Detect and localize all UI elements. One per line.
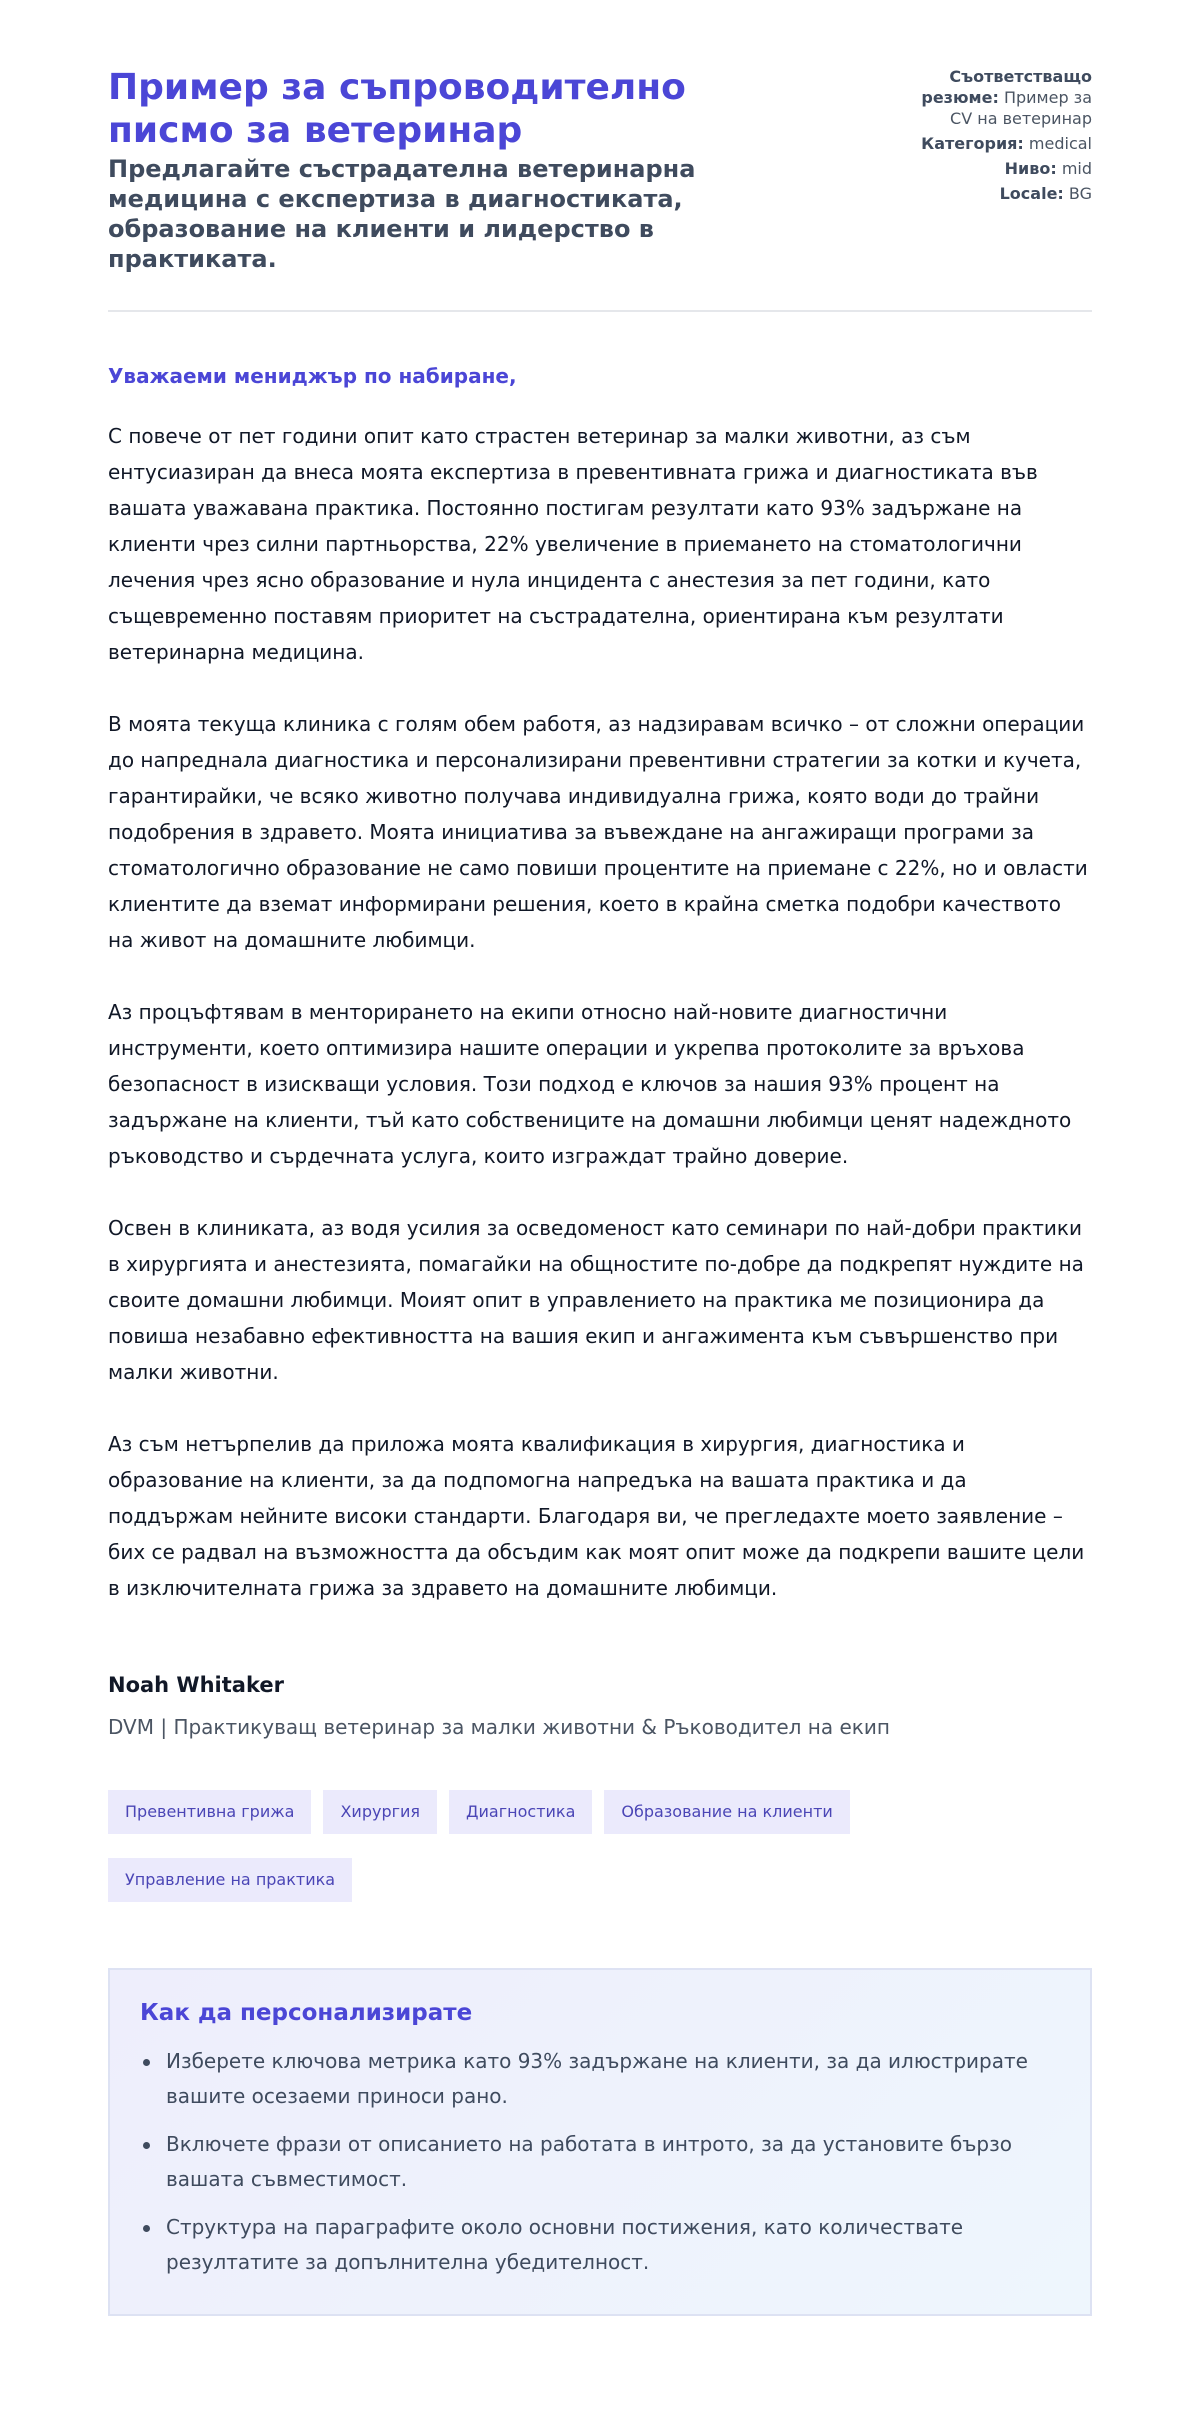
page-header [108, 66, 1092, 312]
customization-tips-card [108, 1968, 1092, 2316]
letter-paragraph: Аз съм нетърпелив да приложа моята квалификация в хирургия, диагностика и образование на клиенти, за да подпомогна напредъка на вашата практика и да поддържам нейните високи стандарти. Благодаря ви, че прегледахте моето заявление – бих се радвал на възможността да обсъдим как моят опит може да подкрепи вашите цели в изключителната грижа за здравето на домашните любимци. [108, 1432, 1085, 1600]
letter-paragraph: Освен в клиниката, аз водя усилия за осведоменост като семинари по най-добри практики в хирургията и анестезията, помагайки на общностите по-добре да подкрепят нуждите на своите домашни любимци. Моият опит в управлението на практика ме позиционира да повиша незабавно ефективността на вашия екип и ангажимента към съвършенство при малки животни. [108, 1216, 1084, 1384]
tip-text: Изберете ключова метрика като 93% задържане на клиенти, за да илюстрирате вашите осезаеми приноси рано. [166, 2049, 1028, 2108]
bullet-icon [143, 2225, 150, 2232]
meta-value: medical [1028, 134, 1092, 153]
tip-text: Включете фрази от описанието на работата в интрото, за да установите бързо вашата съвместимост. [166, 2132, 1012, 2191]
tip-item [166, 2044, 1060, 2114]
meta-key: Locale: [999, 184, 1064, 203]
letter-paragraph: С повече от пет години опит като страстен ветеринар за малки животни, аз съм ентусиазиран да внеса моята експертиза в превентивната грижа и диагностиката във вашата уважавана практика. Постоянно постигам резултати като 93% задържане на клиенти чрез силни партньорства, 22% увеличение в приемането на стоматологични лечения чрез ясно образование и нула инцидента с анестезия за пет години, като същевременно поставям приоритет на състрадателна, ориентирана към резултати ветеринарна медицина. [108, 424, 1038, 664]
bullet-icon [143, 2142, 150, 2149]
signature-block [108, 1670, 1092, 1742]
signature-title: DVM | Практикуващ ветеринар за малки животни & Ръководител на екип [108, 1715, 890, 1739]
meta-value: mid [1061, 159, 1092, 178]
meta-key: Съответстващо резюме: [921, 67, 1092, 107]
skill-tags [108, 1790, 1092, 1902]
signature-name: Noah Whitaker [108, 1673, 284, 1697]
skill-tag: Образование на клиенти [604, 1790, 849, 1834]
letter-paragraph: Аз процъфтявам в менторирането на екипи относно най-новите диагностични инструменти, което оптимизира нашите операции и укрепва протоколите за връхова безопасност в изискващи условия. Този подход е ключов за нашия 93% процент на задържане на клиенти, тъй като собствениците на домашни любимци ценят надеждното ръководство и сърдечната услуга, които изграждат трайно доверие. [108, 1000, 1072, 1168]
letter-paragraph: В моята текуща клиника с голям обем работя, аз надзиравам всичко – от сложни операции до напреднала диагностика и персонализирани превентивни стратегии за котки и кучета, гарантирайки, че всяко животно получава индивидуална грижа, която води до трайни подобрения в здравето. Моята инициатива за въвеждане на ангажиращи програми за стоматологично образование не само повиши процентите на приемане с 22%, но и овласти клиентите да вземат информирани решения, което в крайна сметка подобри качеството на живот на домашните любимци. [108, 712, 1088, 952]
meta-panel [902, 66, 1092, 208]
skill-tag: Управление на практика [108, 1858, 352, 1902]
skill-tag: Хирургия [323, 1790, 437, 1834]
meta-value: Пример за CV на ветеринар [950, 88, 1092, 128]
meta-matching-resume [902, 66, 1092, 129]
cover-letter-page [108, 0, 1092, 2316]
letter-body [108, 362, 1092, 1606]
meta-level [902, 158, 1092, 179]
meta-category [902, 133, 1092, 154]
tip-text: Структура на параграфите около основни постижения, като количествате резултатите за допълнителна убедителност. [166, 2215, 964, 2274]
tip-item [166, 2210, 1060, 2280]
meta-value: BG [1068, 184, 1092, 203]
bullet-icon [143, 2059, 150, 2066]
tip-item [166, 2127, 1060, 2197]
tips-title: Как да персонализирате [140, 2000, 473, 2026]
salutation: Уважаеми мениджър по набиране, [108, 364, 517, 388]
skill-tag: Диагностика [449, 1790, 592, 1834]
meta-locale [902, 183, 1092, 204]
meta-key: Ниво: [1004, 159, 1057, 178]
page-subtitle: Предлагайте състрадателна ветеринарна медицина с експертиза в диагностиката, образование на клиенти и лидерство в практиката. [108, 155, 696, 273]
tips-list [140, 2044, 1060, 2280]
header-titles [108, 66, 768, 274]
meta-key: Категория: [921, 134, 1024, 153]
skill-tag: Превентивна грижа [108, 1790, 311, 1834]
page-title: Пример за съпроводително писмо за ветеринар [108, 67, 686, 151]
